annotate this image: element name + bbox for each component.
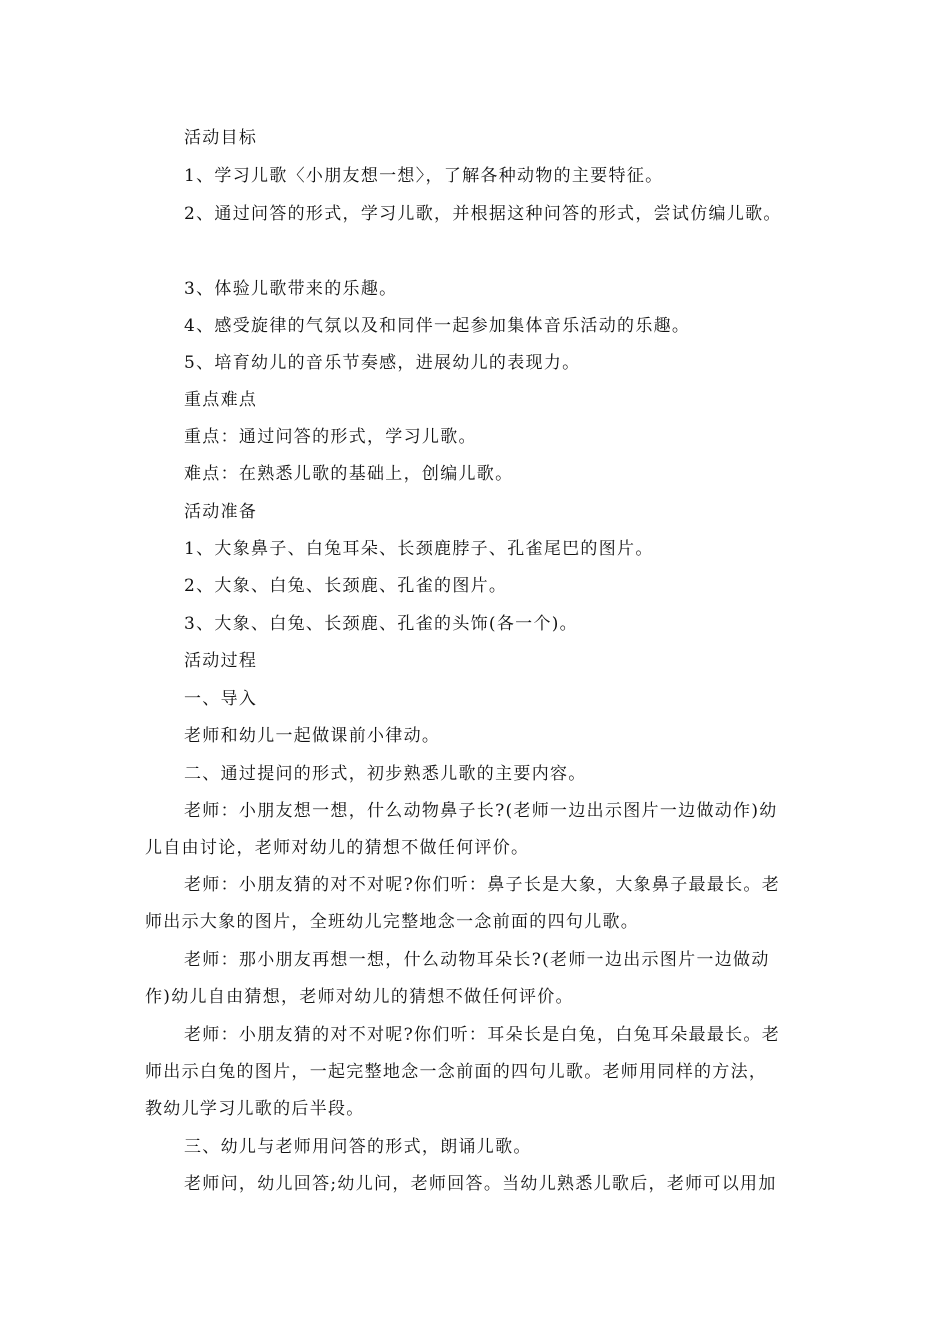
paragraph-4-line-2: 师出示白兔的图片，一起完整地念一念前面的四句儿歌。老师用同样的方法， (145, 1062, 768, 1082)
paragraph-2-line-2: 师出示大象的图片，全班幼儿完整地念一念前面的四句儿歌。 (145, 912, 640, 932)
step-3-heading: 三、幼儿与老师用问答的形式，朗诵儿歌。 (184, 1137, 532, 1157)
step-1-text: 老师和幼儿一起做课前小律动。 (184, 726, 441, 746)
paragraph-3-line-2: 作)幼儿自由猜想，老师对幼儿的猜想不做任何评价。 (145, 987, 574, 1007)
paragraph-5-line-1: 老师问，幼儿回答;幼儿问，老师回答。当幼儿熟悉儿歌后，老师可以用加 (184, 1174, 777, 1194)
paragraph-1-line-1: 老师：小朋友想一想，什么动物鼻子长?(老师一边出示图片一边做动作)幼 (184, 801, 778, 821)
paragraph-3-line-1: 老师：那小朋友再想一想，什么动物耳朵长?(老师一边出示图片一边做动 (184, 950, 770, 970)
heading-preparation: 活动准备 (184, 502, 258, 522)
heading-activity-goals: 活动目标 (184, 128, 258, 148)
prep-3: 3、大象、白兔、长颈鹿、孔雀的头饰(各一个)。 (184, 614, 578, 634)
difficult-point: 难点：在熟悉儿歌的基础上，创编儿歌。 (184, 464, 514, 484)
prep-2: 2、大象、白兔、长颈鹿、孔雀的图片。 (184, 576, 508, 596)
paragraph-2-line-1: 老师：小朋友猜的对不对呢?你们听：鼻子长是大象，大象鼻子最最长。老 (184, 875, 781, 895)
step-2-heading: 二、通过提问的形式，初步熟悉儿歌的主要内容。 (184, 764, 587, 784)
goal-5: 5、培育幼儿的音乐节奏感，进展幼儿的表现力。 (184, 353, 581, 373)
goal-4: 4、感受旋律的气氛以及和同伴一起参加集体音乐活动的乐趣。 (184, 316, 691, 336)
step-1-heading: 一、导入 (184, 689, 258, 709)
goal-2: 2、通过问答的形式，学习儿歌，并根据这种问答的形式，尝试仿编儿歌。 (184, 204, 782, 224)
goal-3: 3、体验儿歌带来的乐趣。 (184, 279, 398, 299)
paragraph-4-line-3: 教幼儿学习儿歌的后半段。 (145, 1099, 365, 1119)
key-point: 重点：通过问答的形式，学习儿歌。 (184, 427, 477, 447)
goal-1: 1、学习儿歌〈小朋友想一想〉，了解各种动物的主要特征。 (184, 166, 664, 186)
prep-1: 1、大象鼻子、白兔耳朵、长颈鹿脖子、孔雀尾巴的图片。 (184, 539, 654, 559)
paragraph-1-line-2: 儿自由讨论，老师对幼儿的猜想不做任何评价。 (145, 838, 530, 858)
heading-process: 活动过程 (184, 651, 258, 671)
paragraph-4-line-1: 老师：小朋友猜的对不对呢?你们听：耳朵长是白兔，白兔耳朵最最长。老 (184, 1025, 781, 1045)
heading-key-points: 重点难点 (184, 390, 258, 410)
